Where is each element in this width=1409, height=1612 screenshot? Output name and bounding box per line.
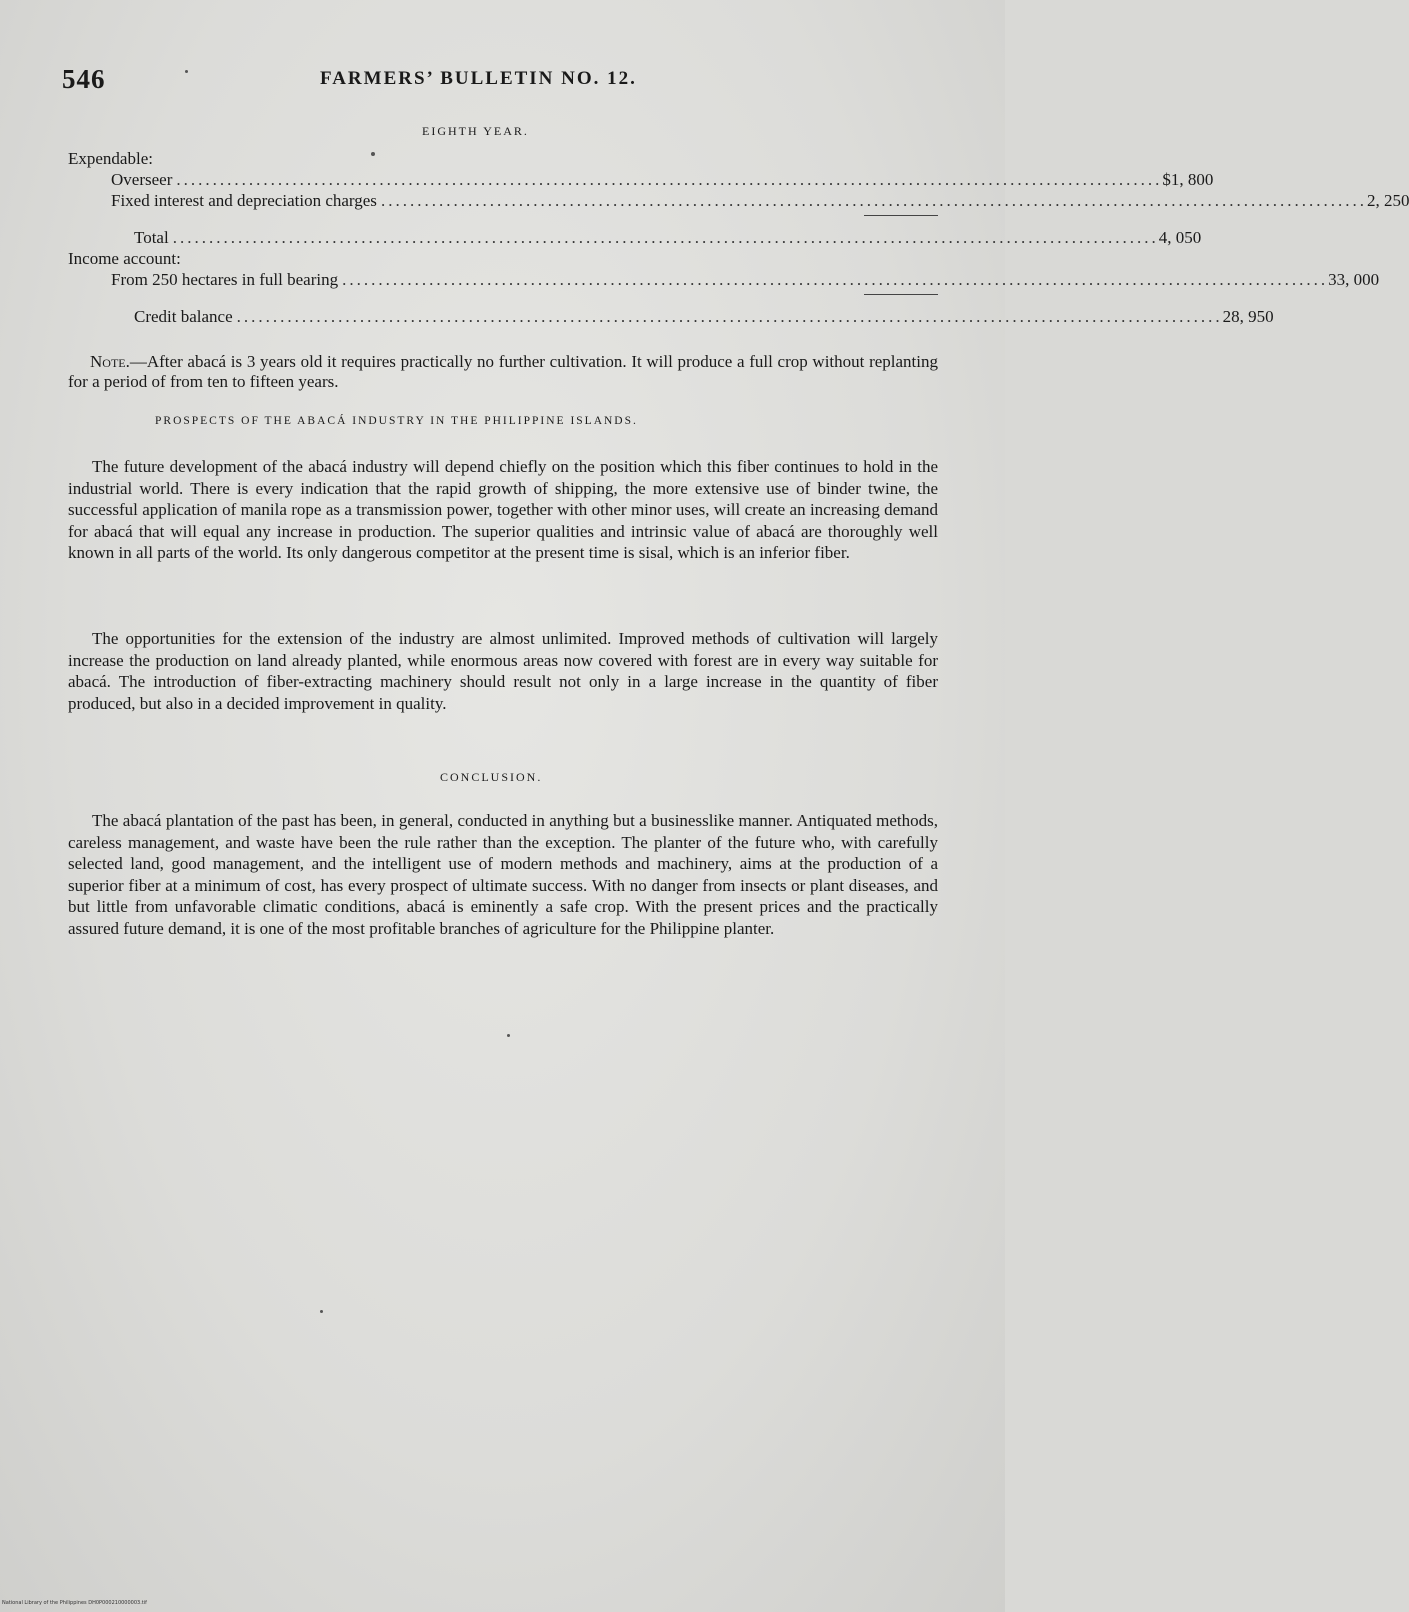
leader-dots: ........................................................................................................................................ (380, 191, 1367, 210)
conclusion-paragraph: The abacá plantation of the past has been, in general, conducted in anything but a businesslike manner. Antiquated methods, careless management, and waste have been the rule rather than the exception. The planter of the future who, with carefully selected land, good management, and the intelligent use of modern methods and machinery, aims at the production of a superior fiber at a minimum of cost, has every prospect of ultimate success. With no danger from insects or plant diseases, and but little from unfavorable climatic conditions, abacá is eminently a safe crop. With the present prices and the practically assured future demand, it is one of the most profitable branches of agriculture for the Philippine planter. (68, 811, 938, 938)
scan-source-tag: National Library of the Philippines DH0P000210000003.tif (2, 1600, 147, 1606)
overseer-label: Overseer (111, 170, 173, 189)
fixed-charges-label: Fixed interest and depreciation charges (111, 191, 377, 210)
credit-balance-amount: 28, 950 (1222, 307, 1274, 326)
expendable-label: Expendable: (68, 149, 153, 168)
ledger-row (68, 148, 938, 169)
note-paragraph (68, 352, 938, 392)
page-number: 546 (62, 64, 106, 94)
ledger-row (68, 248, 938, 269)
eighth-year-heading: EIGHTH YEAR. (422, 124, 529, 138)
eighth-year-ledger (68, 148, 1409, 327)
prospects-heading: PROSPECTS OF THE ABACÁ INDUSTRY IN THE PHILIPPINE ISLANDS. (155, 415, 638, 427)
ledger-row (68, 269, 1380, 290)
prospects-paragraph-2: The opportunities for the extension of the industry are almost unlimited. Improved methods of cultivation will largely increase the production on land already planted, while enormous areas now covered with forest are in every way suitable for abacá. The introduction of fiber-extracting machinery should result not only in a large increase in the quantity of fiber produced, but also in a decided improvement in quality. (68, 629, 938, 713)
speck (320, 1310, 323, 1313)
leader-dots: ........................................................................................................................................ (176, 170, 1163, 189)
running-head: FARMERS’ BULLETIN NO. 12. (320, 68, 637, 89)
overseer-amount: $1, 800 (1162, 170, 1214, 189)
ledger-row (68, 190, 1409, 211)
leader-dots: ........................................................................................................................................ (172, 228, 1159, 247)
total-amount: 4, 050 (1158, 228, 1202, 247)
ledger-row (68, 306, 1274, 327)
prospects-paragraph-1: The future development of the abacá industry will depend chiefly on the position which this fiber continues to hold in the industrial world. There is every indication that the rapid growth of shipping, the more extensive use of binder twine, the successful application of manila rope as a transmission power, together with other minor uses, will create an increasing demand for abacá that will equal any increase in production. The superior qualities and intrinsic value of abacá are thoroughly well known in all parts of the world. Its only dangerous competitor at the present time is sisal, which is an inferior fiber. (68, 457, 938, 562)
total-label: Total (134, 228, 169, 247)
credit-balance-label: Credit balance (134, 307, 233, 326)
income-account-label: Income account: (68, 249, 181, 268)
ledger-row (68, 227, 1202, 248)
speck (507, 1034, 510, 1037)
leader-dots: ........................................................................................................................................ (236, 307, 1223, 326)
sum-rule (68, 211, 938, 221)
fixed-charges-amount: 2, 250 (1366, 191, 1409, 210)
hectares-label: From 250 hectares in full bearing (111, 270, 339, 289)
speck (371, 152, 375, 156)
note-lead: Note. (90, 352, 130, 371)
sum-rule (68, 290, 938, 300)
conclusion-heading: CONCLUSION. (440, 770, 543, 784)
leader-dots: ........................................................................................................................................ (342, 270, 1329, 289)
note-text: —After abacá is 3 years old it requires practically no further cultivation. It will produce a full crop without replanting for a period of from ten to fifteen years. (68, 352, 938, 391)
hectares-amount: 33, 000 (1328, 270, 1380, 289)
ledger-row (68, 169, 1214, 190)
speck (185, 70, 188, 73)
page-header (62, 64, 942, 104)
